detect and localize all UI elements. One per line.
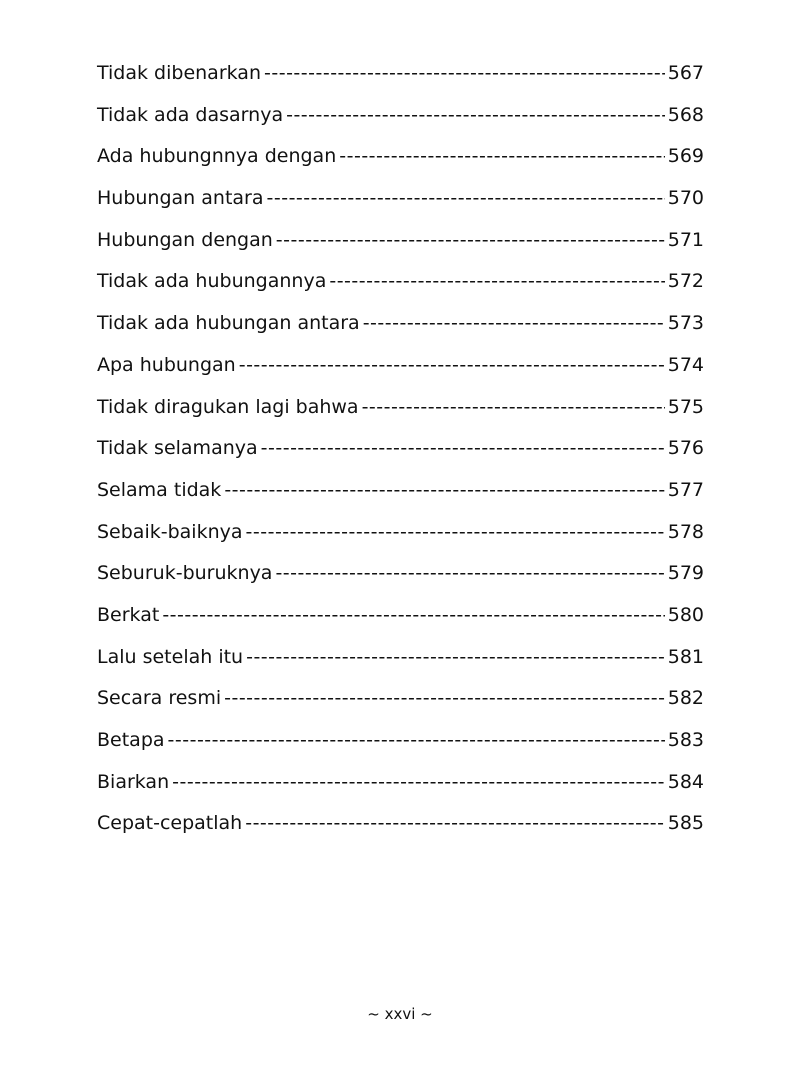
toc-entry-page: 582	[667, 687, 704, 710]
toc-entry-page: 579	[667, 562, 704, 585]
toc-entry	[97, 595, 704, 637]
toc-entry-title: Tidak ada hubungannya	[97, 270, 327, 293]
toc-entry-title: Apa hubungan	[97, 353, 236, 376]
toc-entry	[97, 762, 704, 804]
toc-leader	[362, 387, 665, 429]
toc-entry-page: 584	[667, 770, 704, 793]
toc-entry	[97, 387, 704, 429]
toc-leader	[264, 53, 665, 95]
toc-entry-title: Tidak ada hubungan antara	[97, 312, 360, 335]
toc-leader	[267, 178, 665, 220]
toc-leader	[168, 720, 665, 762]
toc-entry-title: Biarkan	[97, 770, 170, 793]
toc-entry	[97, 53, 704, 95]
toc-entry-page: 577	[667, 478, 704, 501]
toc-entry-title: Tidak diragukan lagi bahwa	[97, 395, 359, 418]
toc-entry-title: Ada hubungnnya dengan	[97, 145, 337, 168]
toc-entry-page: 585	[667, 812, 704, 835]
toc-entry-title: Tidak dibenarkan	[97, 62, 261, 84]
toc-entry-title: Selama tidak	[97, 478, 222, 501]
toc-leader	[339, 136, 664, 178]
toc-entry	[97, 178, 704, 220]
toc-leader	[329, 261, 664, 303]
table-of-contents	[97, 53, 704, 845]
toc-entry-page: 583	[667, 729, 704, 751]
toc-entry	[97, 470, 704, 512]
toc-entry-title: Sebaik-baiknya	[97, 520, 243, 543]
toc-entry	[97, 720, 704, 762]
toc-entry-title: Betapa	[97, 729, 165, 751]
toc-leader	[246, 637, 665, 679]
toc-leader	[172, 762, 665, 804]
toc-leader	[275, 553, 664, 595]
toc-leader	[246, 512, 665, 554]
toc-entry-page: 575	[667, 395, 704, 418]
toc-leader	[245, 803, 665, 845]
toc-entry	[97, 261, 704, 303]
toc-entry-title: Hubungan dengan	[97, 228, 273, 251]
toc-leader	[162, 595, 664, 637]
toc-leader	[224, 470, 664, 512]
toc-entry	[97, 303, 704, 345]
toc-entry	[97, 95, 704, 137]
toc-entry-title: Cepat-cepatlah	[97, 812, 243, 835]
toc-entry-title: Hubungan antara	[97, 187, 264, 210]
toc-entry-page: 581	[667, 645, 704, 668]
toc-entry	[97, 136, 704, 178]
toc-entry	[97, 678, 704, 720]
toc-entry-page: 570	[667, 187, 704, 210]
toc-leader	[276, 220, 665, 262]
toc-entry-title: Berkat	[97, 603, 160, 626]
toc-leader	[224, 678, 665, 720]
toc-entry-page: 580	[667, 603, 704, 626]
toc-entry	[97, 803, 704, 845]
toc-entry-page: 568	[667, 103, 704, 126]
toc-entry-title: Seburuk-buruknya	[97, 562, 273, 585]
toc-entry	[97, 428, 704, 470]
toc-entry-page: 573	[667, 312, 704, 335]
toc-entry-page: 569	[667, 145, 704, 168]
toc-leader	[363, 303, 665, 345]
toc-entry-title: Tidak selamanya	[97, 437, 258, 460]
toc-entry	[97, 345, 704, 387]
page-number: ~ xxvi ~	[367, 1005, 433, 1023]
toc-entry	[97, 553, 704, 595]
toc-entry-title: Lalu setelah itu	[97, 645, 244, 668]
toc-entry-page: 574	[667, 353, 704, 376]
toc-entry-page: 576	[667, 437, 704, 460]
toc-entry	[97, 637, 704, 679]
toc-entry-title: Tidak ada dasarnya	[97, 103, 284, 126]
toc-leader	[261, 428, 665, 470]
toc-leader	[286, 95, 665, 137]
toc-entry-title: Secara resmi	[97, 687, 222, 710]
toc-entry	[97, 220, 704, 262]
toc-entry-page: 567	[667, 62, 704, 84]
toc-entry-page: 578	[667, 520, 704, 543]
toc-entry	[97, 512, 704, 554]
toc-entry-page: 571	[667, 228, 704, 251]
toc-entry-page: 572	[667, 270, 704, 293]
toc-leader	[239, 345, 665, 387]
